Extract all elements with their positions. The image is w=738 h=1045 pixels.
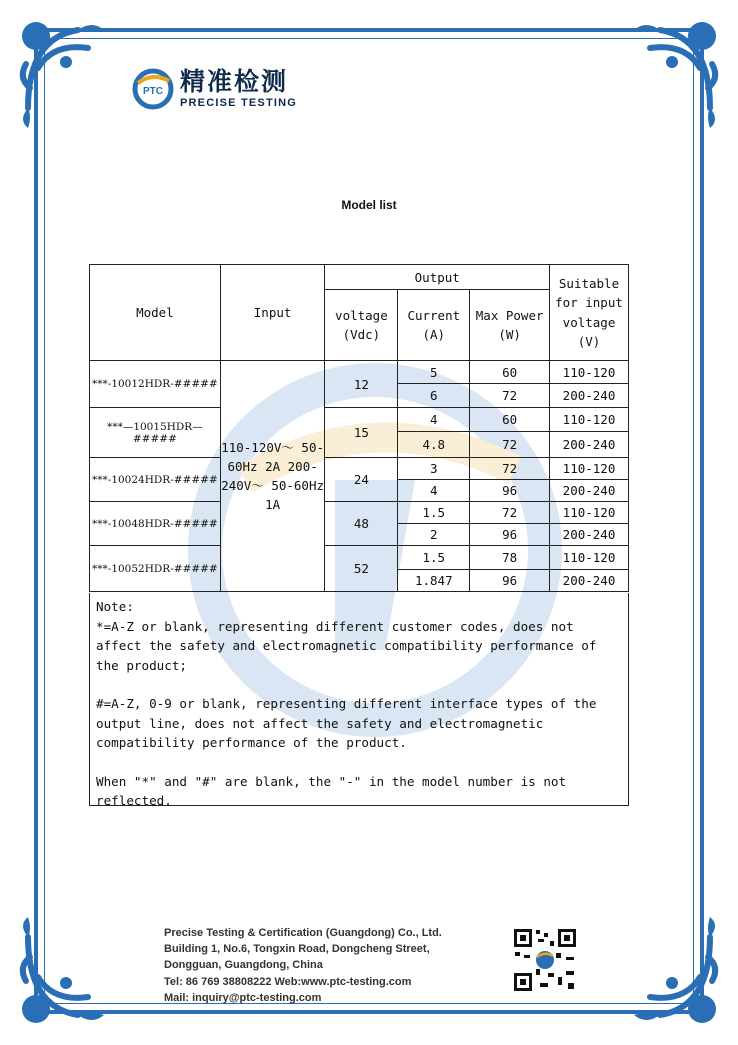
note-blank-rule: When "*" and "#" are blank, the "-" in the model number is not reflected. [96,773,567,808]
input-spec-cell: 110-120V～ 50-60Hz 2A 200-240V～ 50-60Hz 1A [220,361,325,592]
max-power-cell: 72 [470,432,550,458]
table-row [90,361,629,384]
model-table-body [90,361,629,592]
input-range-cell: 200-240 [550,570,629,592]
input-range-cell: 110-120 [550,408,629,432]
header-max-power: Max Power (W) [470,290,550,361]
footer-mail: Mail: inquiry@ptc-testing.com [164,991,322,1004]
model-name-cell: ***-10052HDR-##### [90,546,221,592]
input-range-cell: 110-120 [550,502,629,524]
note-spacer [96,753,622,772]
input-range-cell: 110-120 [550,546,629,570]
output-current-cell: 3 [398,458,470,480]
output-voltage-cell: 48 [325,502,398,546]
ptc-logo-icon [132,68,174,110]
brand-name-en: PRECISE TESTING [180,97,298,109]
header-suitable: Suitable for input voltage (V) [550,265,629,361]
corner-ornament-icon [8,8,128,128]
model-name-cell: ***-10012HDR-##### [90,361,221,408]
output-voltage-cell: 12 [325,361,398,408]
output-current-cell: 6 [398,384,470,408]
logo-badge-text: PTC [143,86,163,97]
header-output: Output [325,265,550,290]
output-current-cell: 2 [398,524,470,546]
output-voltage-cell: 52 [325,546,398,592]
header-current: Current (A) [398,290,470,361]
brand-name-cn: 精准检测 [180,67,289,96]
table-row [90,408,629,432]
input-range-cell: 200-240 [550,524,629,546]
max-power-cell: 60 [470,361,550,384]
max-power-cell: 96 [470,524,550,546]
qr-code-icon [512,927,578,993]
output-current-cell: 1.847 [398,570,470,592]
max-power-cell: 78 [470,546,550,570]
corner-ornament-icon [8,917,128,1037]
max-power-cell: 72 [470,458,550,480]
max-power-cell: 96 [470,480,550,502]
footer-address-line2: Dongguan, Guangdong, China [164,959,323,972]
model-name-cell: ***-10048HDR-##### [90,502,221,546]
table-row [90,546,629,570]
footer-company: Precise Testing & Certification (Guangdong) Co., Ltd. [164,927,442,939]
notes-heading: Note: [96,599,134,614]
input-range-cell: 200-240 [550,384,629,408]
footer-tel-web: Tel: 86 769 38808222 Web:www.ptc-testing.com [164,975,412,988]
model-name-cell: ***—10015HDR—##### [90,408,221,458]
output-current-cell: 5 [398,361,470,384]
model-table [89,264,629,592]
max-power-cell: 72 [470,384,550,408]
input-range-cell: 110-120 [550,458,629,480]
note-customer-code: *=A-Z or blank, representing different customer codes, does not affect the safety and electromagnetic compatibility performance of the product; [96,618,597,673]
note-interface-type: #=A-Z, 0-9 or blank, representing different interface types of the output line, does not affect the safety and electromagnetic compatibility performance of the product. [96,696,597,750]
table-row [90,502,629,524]
max-power-cell: 60 [470,408,550,432]
input-range-cell: 200-240 [550,480,629,502]
input-range-cell: 110-120 [550,361,629,384]
notes-box [89,593,629,806]
corner-ornament-icon [610,917,730,1037]
corner-ornament-icon [610,8,730,128]
input-range-cell: 200-240 [550,432,629,458]
document-title: Model list [341,198,397,212]
model-name-cell: ***-10024HDR-##### [90,458,221,502]
header-voltage: voltage (Vdc) [325,290,398,361]
output-voltage-cell: 15 [325,408,398,458]
output-current-cell: 4 [398,408,470,432]
max-power-cell: 96 [470,570,550,592]
output-current-cell: 1.5 [398,502,470,524]
output-current-cell: 1.5 [398,546,470,570]
footer-address-line1: Building 1, No.6, Tongxin Road, Dongcheng Street, [164,943,430,956]
output-current-cell: 4.8 [398,432,470,458]
header-input: Input [220,265,325,361]
table-row [90,458,629,480]
note-spacer [96,675,622,694]
company-logo [132,68,297,110]
output-current-cell: 4 [398,480,470,502]
output-voltage-cell: 24 [325,458,398,502]
header-model: Model [90,265,221,361]
footer-address [164,925,442,1006]
max-power-cell: 72 [470,502,550,524]
